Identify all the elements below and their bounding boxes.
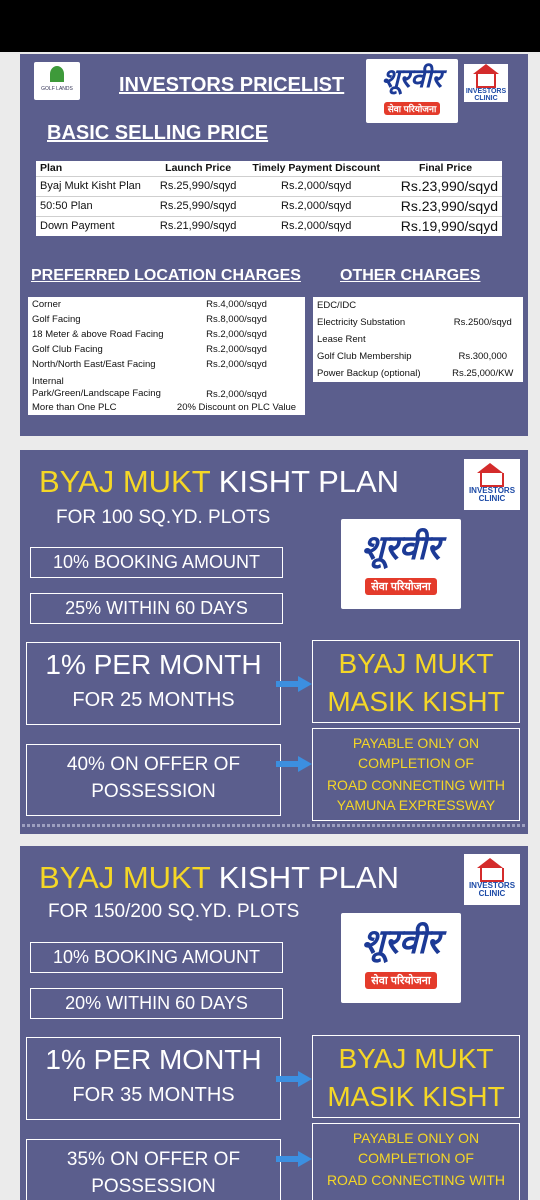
cell-launch: Rs.25,990/sqyd bbox=[153, 176, 244, 196]
masik-box bbox=[312, 640, 520, 723]
investors-clinic-logo bbox=[464, 854, 520, 905]
plan-title bbox=[39, 860, 399, 896]
table-row bbox=[36, 196, 502, 216]
shoorveer-logo bbox=[341, 519, 461, 609]
plc-value: Rs.2,000/sqyd bbox=[206, 344, 267, 355]
brand-sub: सेवा परियोजना bbox=[384, 102, 441, 115]
price-table-header bbox=[36, 161, 502, 176]
payable-line-2: COMPLETION OF bbox=[358, 755, 474, 771]
arrow-icon bbox=[276, 1153, 312, 1165]
payable-line-3: ROAD CONNECTING WITH bbox=[326, 777, 506, 793]
table-row bbox=[313, 365, 523, 382]
golf-flag-icon bbox=[50, 66, 64, 82]
plc-table bbox=[28, 297, 305, 415]
investors-pricelist-panel bbox=[20, 54, 528, 436]
arrow-icon bbox=[276, 1073, 312, 1085]
plc-label: More than One PLC bbox=[32, 402, 117, 413]
page-title: INVESTORS PRICELIST bbox=[119, 74, 345, 96]
payable-line-2: COMPLETION OF bbox=[358, 1150, 474, 1166]
plc-label: 18 Meter & above Road Facing bbox=[32, 329, 164, 340]
plan-title-highlight: BYAJ MUKT bbox=[39, 860, 211, 895]
cell-final: Rs.19,990/sqyd bbox=[389, 216, 502, 236]
other-label: EDC/IDC bbox=[317, 300, 357, 311]
house-icon bbox=[480, 868, 504, 882]
plc-value: 20% Discount on PLC Value bbox=[176, 402, 297, 413]
cell-discount: Rs.2,000/sqyd bbox=[243, 176, 389, 196]
plc-label: Golf Facing bbox=[32, 314, 81, 325]
possession-line-2: POSSESSION bbox=[91, 781, 216, 802]
plan-100-panel bbox=[20, 450, 528, 834]
within-box: 25% WITHIN 60 DAYS bbox=[30, 593, 283, 624]
possession-box bbox=[26, 1139, 281, 1200]
booking-box: 10% BOOKING AMOUNT bbox=[30, 942, 283, 973]
house-icon bbox=[480, 473, 504, 487]
table-row bbox=[28, 297, 305, 312]
col-launch: Launch Price bbox=[165, 162, 232, 175]
other-value: Rs.2500/sqyd bbox=[453, 317, 512, 328]
other-value: Rs.300,000 bbox=[458, 351, 508, 362]
plan-title-rest: KISHT PLAN bbox=[210, 464, 400, 499]
monthly-for: FOR 25 MONTHS bbox=[72, 689, 235, 711]
status-bar bbox=[0, 0, 540, 52]
possession-line-2: POSSESSION bbox=[91, 1176, 216, 1197]
table-row bbox=[28, 372, 305, 400]
price-table bbox=[36, 161, 502, 236]
table-row bbox=[28, 327, 305, 342]
plc-label: Corner bbox=[32, 299, 62, 310]
booking-box: 10% BOOKING AMOUNT bbox=[30, 547, 283, 578]
monthly-box bbox=[26, 1037, 281, 1120]
other-value: Rs.25,000/KW bbox=[452, 368, 514, 379]
plc-value: Rs.2,000/sqyd bbox=[206, 389, 267, 400]
brand-hindi: शूरवीर bbox=[381, 64, 443, 94]
plan-title-highlight: BYAJ MUKT bbox=[39, 464, 211, 499]
basic-selling-heading: BASIC SELLING PRICE bbox=[47, 122, 269, 144]
investors-clinic-logo bbox=[464, 459, 520, 510]
brand-sub: सेवा परियोजना bbox=[365, 972, 436, 989]
ic-name-1: INVESTORS bbox=[468, 486, 516, 495]
other-label: Electricity Substation bbox=[317, 317, 406, 328]
house-icon bbox=[476, 74, 496, 88]
other-label: Power Backup (optional) bbox=[317, 368, 421, 379]
plan-title bbox=[39, 464, 399, 500]
masik-line-2: MASIK KISHT bbox=[327, 1081, 505, 1112]
plan-subtitle: FOR 150/200 SQ.YD. PLOTS bbox=[48, 901, 300, 922]
payable-line-1: PAYABLE ONLY ON bbox=[352, 1130, 480, 1146]
possession-line-1: 35% ON OFFER OF bbox=[66, 1149, 241, 1170]
other-value bbox=[443, 331, 523, 348]
shoorveer-logo bbox=[341, 913, 461, 1003]
plc-label: Golf Club Facing bbox=[32, 344, 103, 355]
other-charges-table bbox=[313, 297, 523, 382]
plc-label: North/North East/East Facing bbox=[32, 359, 156, 370]
cell-plan: Down Payment bbox=[36, 216, 153, 236]
monthly-big: 1% PER MONTH bbox=[45, 649, 262, 680]
disclaimer-fine-print bbox=[22, 824, 526, 827]
other-value bbox=[443, 297, 523, 314]
payable-box bbox=[312, 1123, 520, 1200]
cell-final: Rs.23,990/sqyd bbox=[389, 176, 502, 196]
cell-plan: 50:50 Plan bbox=[36, 196, 153, 216]
table-row bbox=[36, 176, 502, 196]
masik-line-1: BYAJ MUKT bbox=[338, 648, 494, 679]
possession-box bbox=[26, 744, 281, 816]
table-row bbox=[313, 314, 523, 331]
brand-sub: सेवा परियोजना bbox=[365, 578, 436, 595]
plc-value: Rs.4,000/sqyd bbox=[206, 299, 267, 310]
golf-lands-logo bbox=[34, 62, 80, 100]
plc-heading: PREFERRED LOCATION CHARGES bbox=[31, 267, 301, 284]
table-row bbox=[313, 331, 523, 348]
possession-line-1: 40% ON OFFER OF bbox=[66, 754, 241, 775]
table-row bbox=[28, 312, 305, 327]
within-box: 20% WITHIN 60 DAYS bbox=[30, 988, 283, 1019]
col-plan: Plan bbox=[40, 162, 63, 175]
masik-box bbox=[312, 1035, 520, 1118]
cell-launch: Rs.25,990/sqyd bbox=[153, 196, 244, 216]
ic-name-1: INVESTORS bbox=[468, 881, 516, 890]
cell-plan: Byaj Mukt Kisht Plan bbox=[36, 176, 153, 196]
table-row bbox=[313, 348, 523, 365]
brand-hindi: शूरवीर bbox=[361, 528, 441, 568]
shoorveer-logo bbox=[366, 59, 458, 123]
ic-name-2: CLINIC bbox=[474, 95, 498, 102]
table-row bbox=[313, 297, 523, 314]
plan-150-200-panel bbox=[20, 846, 528, 1200]
col-final: Final Price bbox=[418, 162, 473, 175]
payable-box bbox=[312, 728, 520, 821]
payable-line-3: ROAD CONNECTING WITH bbox=[326, 1172, 506, 1188]
cell-launch: Rs.21,990/sqyd bbox=[153, 216, 244, 236]
ic-name-1: INVESTORS bbox=[465, 88, 507, 95]
cell-final: Rs.23,990/sqyd bbox=[389, 196, 502, 216]
table-row bbox=[28, 342, 305, 357]
table-row bbox=[28, 400, 305, 415]
arrow-icon bbox=[276, 758, 312, 770]
other-charges-heading: OTHER CHARGES bbox=[340, 267, 481, 284]
ic-name-2: CLINIC bbox=[478, 494, 506, 503]
plc-label: Internal Park/Green/Landscape Facing bbox=[32, 376, 161, 399]
table-row bbox=[36, 216, 502, 236]
payable-line-4: YAMUNA EXPRESSWAY bbox=[336, 797, 496, 813]
monthly-for: FOR 35 MONTHS bbox=[72, 1084, 235, 1106]
col-discount: Timely Payment Discount bbox=[252, 162, 381, 175]
investors-clinic-logo bbox=[464, 64, 508, 102]
golf-logo-text: GOLF LANDS bbox=[41, 86, 73, 92]
masik-line-1: BYAJ MUKT bbox=[338, 1043, 494, 1074]
cell-discount: Rs.2,000/sqyd bbox=[243, 216, 389, 236]
plc-value: Rs.2,000/sqyd bbox=[206, 329, 267, 340]
other-label: Golf Club Membership bbox=[317, 351, 412, 362]
monthly-box bbox=[26, 642, 281, 725]
arrow-icon bbox=[276, 678, 312, 690]
plc-value: Rs.2,000/sqyd bbox=[206, 359, 267, 370]
plc-value: Rs.8,000/sqyd bbox=[206, 314, 267, 325]
other-label: Lease Rent bbox=[317, 334, 366, 345]
payable-line-1: PAYABLE ONLY ON bbox=[352, 735, 480, 751]
cell-discount: Rs.2,000/sqyd bbox=[243, 196, 389, 216]
monthly-big: 1% PER MONTH bbox=[45, 1044, 262, 1075]
plan-title-rest: KISHT PLAN bbox=[210, 860, 400, 895]
brand-hindi: शूरवीर bbox=[361, 922, 441, 962]
table-row bbox=[28, 357, 305, 372]
ic-name-2: CLINIC bbox=[478, 889, 506, 898]
plan-subtitle: FOR 100 SQ.YD. PLOTS bbox=[56, 507, 271, 528]
masik-line-2: MASIK KISHT bbox=[327, 686, 505, 717]
